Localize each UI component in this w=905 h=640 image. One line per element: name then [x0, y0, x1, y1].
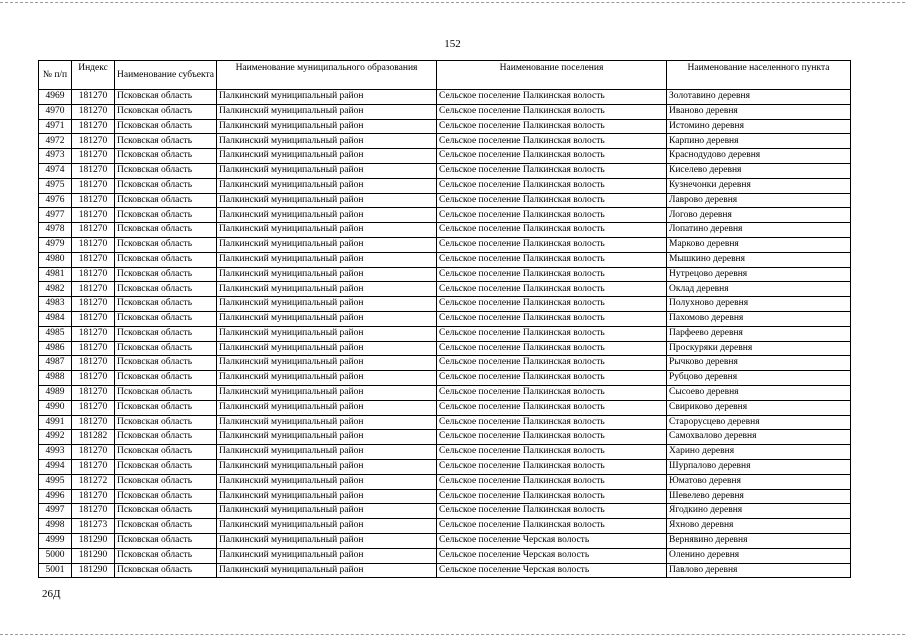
header-subject: Наименование субъекта [115, 61, 217, 90]
cell-settlement: Сельское поселение Черская волость [437, 563, 667, 578]
cell-subject: Псковская область [115, 119, 217, 134]
cell-municipality: Палкинский муниципальный район [217, 178, 437, 193]
cell-municipality: Палкинский муниципальный район [217, 193, 437, 208]
cell-subject: Псковская область [115, 504, 217, 519]
cell-index: 181270 [72, 252, 115, 267]
cell-num: 4982 [39, 282, 72, 297]
cell-subject: Псковская область [115, 385, 217, 400]
cell-settlement: Сельское поселение Палкинская волость [437, 252, 667, 267]
cell-settlement: Сельское поселение Палкинская волость [437, 430, 667, 445]
cell-municipality: Палкинский муниципальный район [217, 445, 437, 460]
cell-settlement: Сельское поселение Палкинская волость [437, 385, 667, 400]
cell-municipality: Палкинский муниципальный район [217, 297, 437, 312]
cell-locality: Самохвалово деревня [667, 430, 851, 445]
scan-edge-top [0, 2, 905, 3]
cell-locality: Рубцово деревня [667, 371, 851, 386]
cell-locality: Рычково деревня [667, 356, 851, 371]
cell-num: 4991 [39, 415, 72, 430]
cell-subject: Псковская область [115, 459, 217, 474]
cell-index: 181270 [72, 134, 115, 149]
cell-index: 181270 [72, 282, 115, 297]
cell-subject: Псковская область [115, 519, 217, 534]
cell-settlement: Сельское поселение Палкинская волость [437, 193, 667, 208]
table-row [39, 193, 851, 208]
table-row [39, 208, 851, 223]
cell-subject: Псковская область [115, 237, 217, 252]
cell-index: 181270 [72, 163, 115, 178]
cell-index: 181273 [72, 519, 115, 534]
cell-subject: Псковская область [115, 163, 217, 178]
cell-num: 4990 [39, 400, 72, 415]
cell-num: 4969 [39, 90, 72, 105]
cell-num: 4976 [39, 193, 72, 208]
cell-subject: Псковская область [115, 400, 217, 415]
cell-municipality: Палкинский муниципальный район [217, 430, 437, 445]
cell-locality: Проскуряки деревня [667, 341, 851, 356]
cell-locality: Пахомово деревня [667, 311, 851, 326]
table-row [39, 134, 851, 149]
cell-settlement: Сельское поселение Палкинская волость [437, 415, 667, 430]
cell-settlement: Сельское поселение Палкинская волость [437, 445, 667, 460]
cell-locality: Нутрецово деревня [667, 267, 851, 282]
cell-locality: Лаврово деревня [667, 193, 851, 208]
cell-municipality: Палкинский муниципальный район [217, 489, 437, 504]
cell-index: 181270 [72, 326, 115, 341]
cell-settlement: Сельское поселение Палкинская волость [437, 356, 667, 371]
cell-subject: Псковская область [115, 297, 217, 312]
cell-municipality: Палкинский муниципальный район [217, 385, 437, 400]
cell-municipality: Палкинский муниципальный район [217, 119, 437, 134]
table-row [39, 548, 851, 563]
cell-subject: Псковская область [115, 252, 217, 267]
cell-num: 4972 [39, 134, 72, 149]
table-header [39, 61, 851, 90]
cell-index: 181270 [72, 104, 115, 119]
cell-settlement: Сельское поселение Черская волость [437, 548, 667, 563]
table-row [39, 311, 851, 326]
table-row [39, 104, 851, 119]
cell-subject: Псковская область [115, 193, 217, 208]
cell-num: 5001 [39, 563, 72, 578]
cell-municipality: Палкинский муниципальный район [217, 223, 437, 238]
cell-num: 4983 [39, 297, 72, 312]
cell-settlement: Сельское поселение Палкинская волость [437, 489, 667, 504]
cell-subject: Псковская область [115, 474, 217, 489]
cell-subject: Псковская область [115, 563, 217, 578]
cell-index: 181272 [72, 474, 115, 489]
cell-num: 4974 [39, 163, 72, 178]
cell-settlement: Сельское поселение Палкинская волость [437, 297, 667, 312]
cell-municipality: Палкинский муниципальный район [217, 459, 437, 474]
cell-locality: Марково деревня [667, 237, 851, 252]
table-row [39, 489, 851, 504]
cell-settlement: Сельское поселение Палкинская волость [437, 208, 667, 223]
cell-locality: Харино деревня [667, 445, 851, 460]
table-row [39, 223, 851, 238]
cell-index: 181270 [72, 504, 115, 519]
cell-settlement: Сельское поселение Палкинская волость [437, 149, 667, 164]
cell-index: 181270 [72, 193, 115, 208]
cell-index: 181270 [72, 237, 115, 252]
cell-municipality: Палкинский муниципальный район [217, 134, 437, 149]
table-row [39, 341, 851, 356]
cell-subject: Псковская область [115, 149, 217, 164]
cell-subject: Псковская область [115, 356, 217, 371]
cell-subject: Псковская область [115, 445, 217, 460]
cell-municipality: Палкинский муниципальный район [217, 519, 437, 534]
cell-subject: Псковская область [115, 267, 217, 282]
cell-settlement: Сельское поселение Палкинская волость [437, 400, 667, 415]
cell-locality: Оклад деревня [667, 282, 851, 297]
cell-subject: Псковская область [115, 311, 217, 326]
cell-num: 4998 [39, 519, 72, 534]
cell-subject: Псковская область [115, 548, 217, 563]
header-settlement: Наименование поселения [437, 61, 667, 90]
header-index: Индекс [72, 61, 115, 90]
cell-num: 4975 [39, 178, 72, 193]
cell-subject: Псковская область [115, 134, 217, 149]
cell-subject: Псковская область [115, 223, 217, 238]
cell-settlement: Сельское поселение Палкинская волость [437, 237, 667, 252]
cell-municipality: Палкинский муниципальный район [217, 548, 437, 563]
cell-index: 181290 [72, 548, 115, 563]
table-row [39, 400, 851, 415]
cell-subject: Псковская область [115, 430, 217, 445]
header-row [39, 61, 851, 90]
cell-settlement: Сельское поселение Палкинская волость [437, 326, 667, 341]
cell-num: 4992 [39, 430, 72, 445]
cell-num: 4981 [39, 267, 72, 282]
cell-subject: Псковская область [115, 90, 217, 105]
cell-index: 181270 [72, 341, 115, 356]
cell-num: 4987 [39, 356, 72, 371]
cell-subject: Псковская область [115, 282, 217, 297]
cell-settlement: Сельское поселение Палкинская волость [437, 371, 667, 386]
table-row [39, 282, 851, 297]
table-row [39, 504, 851, 519]
cell-index: 181282 [72, 430, 115, 445]
cell-index: 181290 [72, 563, 115, 578]
cell-locality: Ягодкино деревня [667, 504, 851, 519]
cell-locality: Лопатино деревня [667, 223, 851, 238]
cell-municipality: Палкинский муниципальный район [217, 267, 437, 282]
cell-locality: Истомино деревня [667, 119, 851, 134]
cell-settlement: Сельское поселение Палкинская волость [437, 267, 667, 282]
cell-subject: Псковская область [115, 208, 217, 223]
cell-locality: Юматово деревня [667, 474, 851, 489]
table-row [39, 445, 851, 460]
cell-settlement: Сельское поселение Палкинская волость [437, 459, 667, 474]
cell-municipality: Палкинский муниципальный район [217, 474, 437, 489]
cell-num: 4980 [39, 252, 72, 267]
cell-locality: Полухново деревня [667, 297, 851, 312]
cell-locality: Павлово деревня [667, 563, 851, 578]
cell-settlement: Сельское поселение Палкинская волость [437, 223, 667, 238]
cell-settlement: Сельское поселение Палкинская волость [437, 282, 667, 297]
cell-locality: Кузнечонки деревня [667, 178, 851, 193]
table-row [39, 252, 851, 267]
cell-num: 4973 [39, 149, 72, 164]
scan-edge-bottom [0, 634, 905, 635]
cell-settlement: Сельское поселение Палкинская волость [437, 474, 667, 489]
cell-municipality: Палкинский муниципальный район [217, 149, 437, 164]
cell-settlement: Сельское поселение Палкинская волость [437, 134, 667, 149]
cell-municipality: Палкинский муниципальный район [217, 282, 437, 297]
table-row [39, 519, 851, 534]
cell-index: 181290 [72, 533, 115, 548]
cell-locality: Сысоево деревня [667, 385, 851, 400]
cell-settlement: Сельское поселение Палкинская волость [437, 341, 667, 356]
cell-municipality: Палкинский муниципальный район [217, 400, 437, 415]
table-row [39, 178, 851, 193]
cell-index: 181270 [72, 223, 115, 238]
cell-index: 181270 [72, 149, 115, 164]
cell-index: 181270 [72, 489, 115, 504]
cell-num: 4986 [39, 341, 72, 356]
cell-num: 4997 [39, 504, 72, 519]
cell-municipality: Палкинский муниципальный район [217, 252, 437, 267]
cell-locality: Парфеево деревня [667, 326, 851, 341]
table-row [39, 459, 851, 474]
cell-locality: Старорусцево деревня [667, 415, 851, 430]
cell-municipality: Палкинский муниципальный район [217, 504, 437, 519]
table-row [39, 563, 851, 578]
cell-num: 4995 [39, 474, 72, 489]
table-row [39, 267, 851, 282]
cell-settlement: Сельское поселение Палкинская волость [437, 104, 667, 119]
table-row [39, 415, 851, 430]
cell-num: 4996 [39, 489, 72, 504]
cell-locality: Свириково деревня [667, 400, 851, 415]
cell-settlement: Сельское поселение Палкинская волость [437, 311, 667, 326]
table-row [39, 149, 851, 164]
cell-num: 4985 [39, 326, 72, 341]
cell-index: 181270 [72, 119, 115, 134]
cell-subject: Псковская область [115, 104, 217, 119]
cell-locality: Шевелево деревня [667, 489, 851, 504]
header-locality: Наименование населенного пункта [667, 61, 851, 90]
cell-locality: Оленино деревня [667, 548, 851, 563]
cell-num: 5000 [39, 548, 72, 563]
cell-index: 181270 [72, 178, 115, 193]
settlements-table [38, 60, 851, 578]
table-row [39, 119, 851, 134]
table-row [39, 371, 851, 386]
table-row [39, 297, 851, 312]
cell-municipality: Палкинский муниципальный район [217, 415, 437, 430]
cell-locality: Золотавино деревня [667, 90, 851, 105]
page-number: 152 [444, 38, 461, 50]
cell-locality: Карпино деревня [667, 134, 851, 149]
header-municipality: Наименование муниципального образования [217, 61, 437, 90]
cell-index: 181270 [72, 90, 115, 105]
footer-mark: 26Д [42, 588, 61, 600]
cell-municipality: Палкинский муниципальный район [217, 356, 437, 371]
cell-municipality: Палкинский муниципальный район [217, 163, 437, 178]
cell-index: 181270 [72, 208, 115, 223]
cell-num: 4978 [39, 223, 72, 238]
header-num: № п/п [39, 61, 72, 90]
cell-municipality: Палкинский муниципальный район [217, 311, 437, 326]
cell-index: 181270 [72, 356, 115, 371]
cell-locality: Киселево деревня [667, 163, 851, 178]
table-row [39, 533, 851, 548]
cell-num: 4970 [39, 104, 72, 119]
cell-index: 181270 [72, 297, 115, 312]
cell-index: 181270 [72, 385, 115, 400]
table-body [39, 90, 851, 578]
cell-index: 181270 [72, 267, 115, 282]
cell-locality: Шурпалово деревня [667, 459, 851, 474]
cell-subject: Псковская область [115, 178, 217, 193]
cell-locality: Краснодудово деревня [667, 149, 851, 164]
cell-settlement: Сельское поселение Палкинская волость [437, 119, 667, 134]
cell-locality: Логово деревня [667, 208, 851, 223]
cell-municipality: Палкинский муниципальный район [217, 90, 437, 105]
cell-locality: Мышкино деревня [667, 252, 851, 267]
cell-subject: Псковская область [115, 326, 217, 341]
cell-settlement: Сельское поселение Черская волость [437, 533, 667, 548]
cell-locality: Яхново деревня [667, 519, 851, 534]
cell-num: 4988 [39, 371, 72, 386]
cell-subject: Псковская область [115, 371, 217, 386]
table-row [39, 326, 851, 341]
table-row [39, 90, 851, 105]
cell-subject: Псковская область [115, 415, 217, 430]
cell-municipality: Палкинский муниципальный район [217, 341, 437, 356]
cell-locality: Иваново деревня [667, 104, 851, 119]
cell-municipality: Палкинский муниципальный район [217, 533, 437, 548]
cell-municipality: Палкинский муниципальный район [217, 371, 437, 386]
cell-index: 181270 [72, 311, 115, 326]
cell-num: 4994 [39, 459, 72, 474]
table-row [39, 163, 851, 178]
cell-locality: Вернявино деревня [667, 533, 851, 548]
cell-municipality: Палкинский муниципальный район [217, 563, 437, 578]
cell-settlement: Сельское поселение Палкинская волость [437, 519, 667, 534]
cell-municipality: Палкинский муниципальный район [217, 208, 437, 223]
cell-num: 4979 [39, 237, 72, 252]
cell-index: 181270 [72, 400, 115, 415]
cell-index: 181270 [72, 445, 115, 460]
table-row [39, 385, 851, 400]
cell-settlement: Сельское поселение Палкинская волость [437, 90, 667, 105]
cell-subject: Псковская область [115, 489, 217, 504]
table-row [39, 237, 851, 252]
table-row [39, 474, 851, 489]
cell-municipality: Палкинский муниципальный район [217, 237, 437, 252]
table-row [39, 356, 851, 371]
cell-index: 181270 [72, 371, 115, 386]
cell-index: 181270 [72, 459, 115, 474]
table-row [39, 430, 851, 445]
cell-settlement: Сельское поселение Палкинская волость [437, 178, 667, 193]
cell-subject: Псковская область [115, 341, 217, 356]
cell-num: 4977 [39, 208, 72, 223]
cell-num: 4999 [39, 533, 72, 548]
cell-num: 4989 [39, 385, 72, 400]
cell-settlement: Сельское поселение Палкинская волость [437, 163, 667, 178]
cell-num: 4984 [39, 311, 72, 326]
cell-settlement: Сельское поселение Палкинская волость [437, 504, 667, 519]
cell-subject: Псковская область [115, 533, 217, 548]
cell-municipality: Палкинский муниципальный район [217, 104, 437, 119]
cell-index: 181270 [72, 415, 115, 430]
cell-num: 4993 [39, 445, 72, 460]
cell-municipality: Палкинский муниципальный район [217, 326, 437, 341]
cell-num: 4971 [39, 119, 72, 134]
